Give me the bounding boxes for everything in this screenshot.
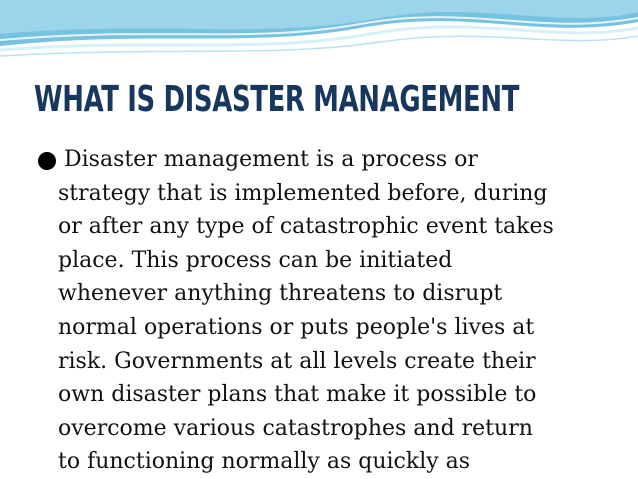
wave-header-decoration — [0, 0, 638, 62]
bullet-list — [36, 143, 616, 479]
bullet-text-line: or after any type of catastrophic event takes — [58, 214, 554, 240]
bullet-text-line: overcome various catastrophes and return — [58, 415, 533, 441]
bullet-text-line: Disaster management is a process or — [64, 147, 478, 172]
bullet-item — [36, 143, 616, 479]
bullet-dot-icon — [38, 152, 56, 170]
slide-title: WHAT IS DISASTER MANAGEMENT — [34, 79, 520, 120]
bullet-text-line: own disaster plans that make it possible to — [58, 382, 537, 408]
bullet-text-line: strategy that is implemented before, during — [58, 180, 548, 206]
bullet-text-line: normal operations or puts people's lives at — [58, 314, 535, 340]
bullet-text-line: whenever anything threatens to disrupt — [58, 281, 503, 307]
bullet-text-line: place. This process can be initiated — [58, 247, 453, 273]
bullet-text-line: to functioning normally as quickly as — [58, 449, 471, 475]
bullet-text-line: risk. Governments at all levels create their — [58, 348, 536, 374]
